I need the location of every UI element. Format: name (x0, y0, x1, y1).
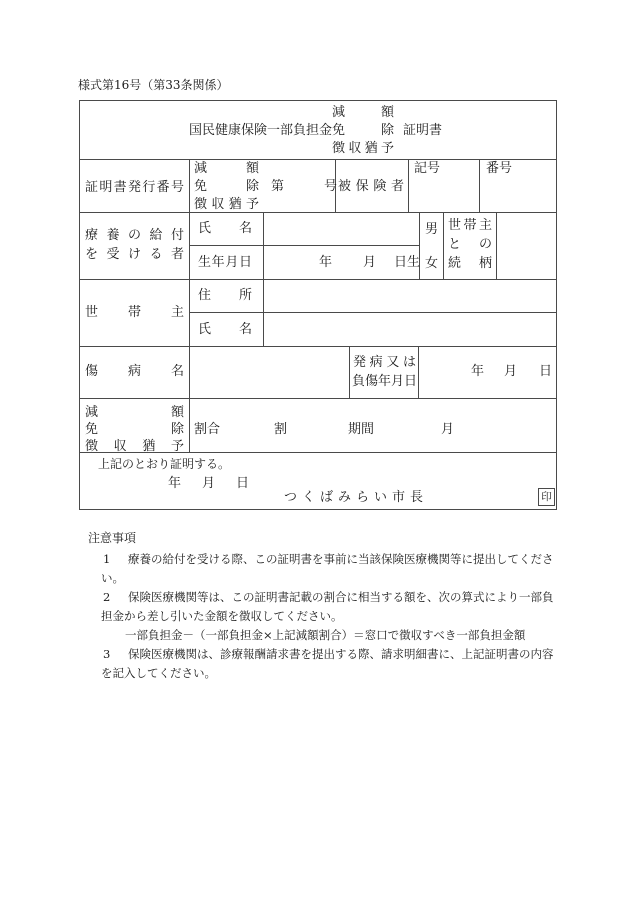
issue-number-label: 証明書発行番号 (85, 180, 184, 195)
notes-heading: 注意事項 (88, 531, 137, 545)
insured-symbol-label: 記号 (414, 161, 441, 176)
title-suffix: 証明書 (403, 123, 443, 138)
note-3-line1: 保険医療機関は、診療報酬請求書を提出する際、請求明細書に、上記証明書の内容 (128, 647, 554, 661)
issue-no-suffix: 号 (324, 179, 338, 194)
form-number-label: 様式第16号（第33条関係） (78, 78, 229, 92)
certify-statement: 上記のとおり証明する。 (98, 457, 231, 471)
note-2-line1: 保険医療機関等は、この証明書記載の割合に相当する額を、次の算式により一部負 (128, 590, 554, 604)
onset-label-line1: 発病又は (353, 355, 416, 370)
householder-name-label: 氏名 (198, 322, 252, 337)
dob-month-label: 月 (363, 255, 377, 270)
certify-year-label: 年 (168, 476, 182, 491)
recipient-label-line1: 療養の給付 (85, 228, 184, 243)
grid-line (189, 245, 419, 246)
onset-label-line2: 負傷年月日 (352, 374, 418, 389)
title-stack-menjo: 免除 (332, 123, 394, 138)
recipient-dob-label: 生年月日 (198, 255, 252, 270)
grid-line (496, 212, 497, 279)
sex-male-label: 男 (425, 222, 439, 237)
grid-line (418, 346, 419, 398)
householder-label: 世帯主 (85, 305, 184, 320)
insured-label: 被保険者 (338, 179, 404, 194)
grid-line (263, 212, 264, 346)
recipient-label-line2: を受ける者 (85, 247, 184, 262)
grid-line (349, 346, 350, 398)
seal-box (538, 488, 555, 506)
grid-line (408, 159, 409, 212)
recipient-name-label: 氏名 (198, 221, 252, 236)
dob-day-label: 日生 (394, 255, 421, 270)
reduction-stack-choshu-yuyo: 徴収猶予 (85, 439, 184, 454)
period-label: 期間 (348, 422, 375, 437)
period-unit-label: 月 (441, 422, 455, 437)
grid-line (189, 159, 190, 452)
note-1-line2: い。 (101, 571, 124, 585)
title-prefix: 国民健康保険一部負担金 (189, 123, 333, 138)
note-2-line2: 担金から差し引いた金額を徴収してください。 (101, 609, 343, 623)
issue-stack-genaku: 減額 (194, 161, 259, 176)
ratio-label: 割合 (194, 422, 221, 437)
grid-line (189, 312, 556, 313)
grid-line (479, 159, 480, 212)
relation-label-line1: 世帯主 (448, 218, 492, 233)
disease-name-label: 傷病名 (85, 364, 184, 379)
title-stack-choshu-yuyo: 徴収猶予 (332, 141, 394, 156)
insured-number-label: 番号 (486, 161, 513, 176)
grid-line (443, 212, 444, 279)
dob-year-label: 年 (319, 255, 333, 270)
note-3-line2: を記入してください。 (101, 666, 216, 680)
certify-month-label: 月 (202, 476, 216, 491)
reduction-stack-menjo: 免除 (85, 422, 184, 437)
grid-line (80, 346, 556, 347)
sex-female-label: 女 (425, 256, 439, 271)
issue-no-prefix: 第 (271, 179, 285, 194)
relation-label-line2: との (448, 237, 492, 252)
title-stack-genaku: 減額 (332, 105, 394, 120)
note-2-number: 2 (103, 590, 111, 604)
issue-stack-choshu-yuyo: 徴収猶予 (194, 197, 259, 212)
grid-line (80, 279, 556, 280)
relation-label-line3: 続柄 (448, 256, 492, 271)
note-3-number: 3 (103, 647, 111, 661)
grid-line (80, 212, 556, 213)
grid-line (80, 159, 556, 160)
onset-month-label: 月 (504, 364, 518, 379)
note-1-number: 1 (103, 552, 111, 566)
seal-mark: 印 (541, 490, 552, 503)
certify-day-label: 日 (236, 476, 250, 491)
certificate-table (79, 100, 557, 510)
note-2-formula: 一部負担金－（一部負担金×上記減額割合）＝窓口で徴収すべき一部負担金額 (125, 628, 526, 642)
mayor-name: つくばみらい市長 (284, 490, 429, 505)
grid-line (80, 398, 556, 399)
reduction-stack-genaku: 減額 (85, 405, 184, 420)
issue-stack-menjo: 免除 (194, 179, 259, 194)
ratio-unit-label: 割 (274, 422, 288, 437)
onset-year-label: 年 (471, 364, 485, 379)
householder-address-label: 住所 (198, 288, 252, 303)
note-1-line1: 療養の給付を受ける際、この証明書を事前に当該保険医療機関等に提出してくださ (128, 552, 554, 566)
onset-day-label: 日 (539, 364, 553, 379)
